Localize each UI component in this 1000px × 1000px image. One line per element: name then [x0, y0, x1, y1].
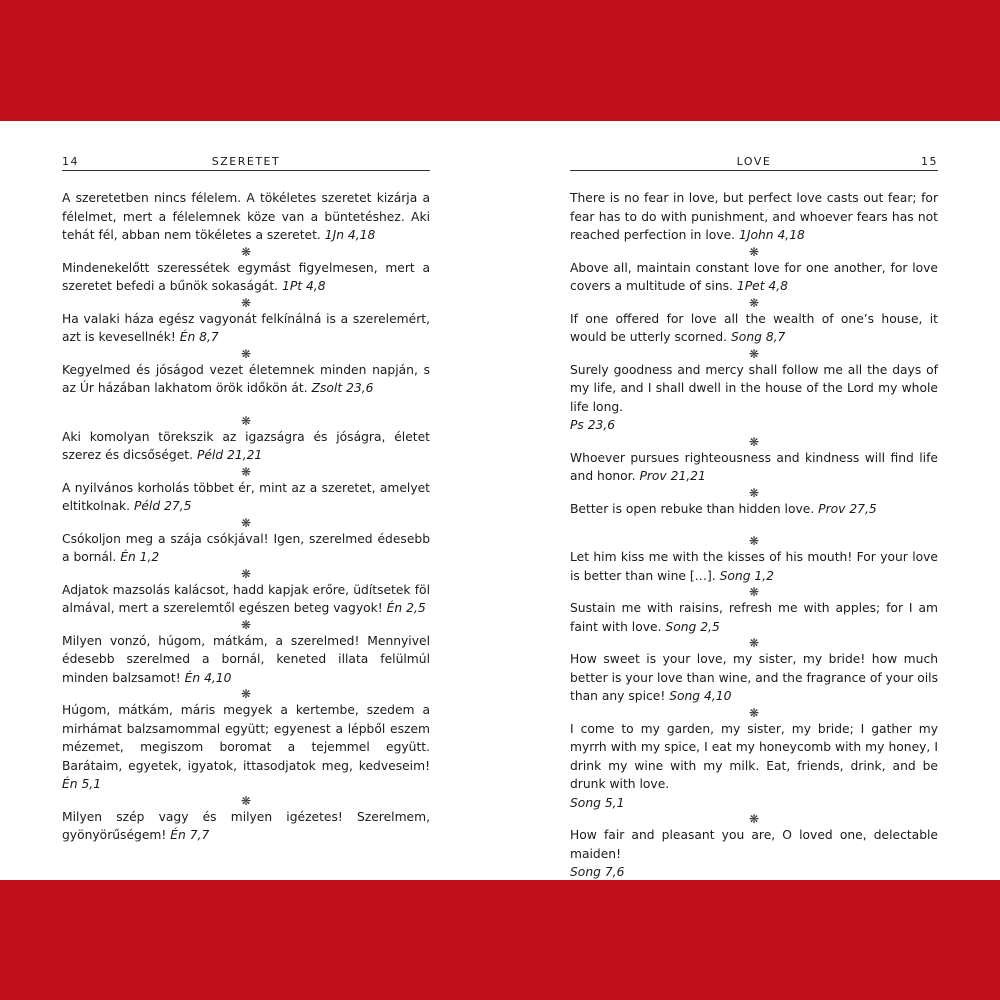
left-running-head	[62, 150, 430, 171]
separator-ornament: ❋	[748, 485, 760, 500]
verse-reference: Prov 27,5	[818, 501, 877, 516]
verse: Let him kiss me with the kisses of his mouth! For your love is better than wine […]. Song 1,2	[570, 550, 938, 583]
running-title-left: SZERETET	[211, 155, 281, 168]
separator-ornament: ❋	[748, 346, 760, 361]
verse-reference: Song 7,6	[570, 865, 625, 879]
verse: Sustain me with raisins, refresh me with apples; for I am faint with love. Song 2,5	[570, 601, 938, 634]
right-running-head	[570, 150, 938, 171]
verse-reference: Péld 21,21	[196, 448, 263, 462]
verse-reference: Én 8,7	[179, 330, 219, 344]
verse-reference: Zsolt 23,6	[311, 381, 374, 395]
separator-ornament: ❋	[748, 534, 760, 548]
verse: Csókoljon meg a szája csókjával! Igen, szerelmed édesebb a bornál. Én 1,2	[62, 531, 430, 564]
verse-reference: Én 2,5	[386, 601, 426, 615]
verse: Whoever pursues righteousness and kindness will find life and honor. Prov 21,21	[570, 450, 938, 483]
verse: If one offered for love all the wealth of one’s house, it would be utterly scorned. Song 8,7	[570, 311, 938, 344]
left-entries	[62, 189, 430, 845]
separator-ornament: ❋	[748, 812, 760, 826]
verse-reference: 1John 4,18	[739, 228, 805, 242]
separator-ornament: ❋	[240, 244, 252, 259]
separator-ornament: ❋	[748, 295, 760, 310]
verse-reference: Song 5,1	[570, 795, 625, 810]
separator-ornament: ❋	[240, 346, 252, 361]
separator-ornament: ❋	[748, 244, 760, 259]
separator-ornament: ❋	[240, 617, 252, 632]
verse: Above all, maintain constant love for one another, for love covers a multitude of sins. 1Pet 4,8	[570, 260, 938, 293]
verse-reference: Én 5,1	[62, 777, 102, 791]
separator-ornament: ❋	[240, 566, 252, 581]
verse: Húgom, mátkám, máris megyek a kertembe, szedem a mirhámat balzsamommal együtt; egyenest a lépből eszem mézemet, megiszom boromat a tejemmel együtt. Barátaim, egyetek, igyatok, ittasodjatok meg, kedveseim! Én 5,1	[62, 703, 430, 791]
verse-reference: Ps 23,6	[570, 418, 616, 432]
separator-ornament: ❋	[240, 687, 252, 701]
separator-ornament: ❋	[748, 705, 760, 720]
verse: How fair and pleasant you are, O loved one, delectable maiden! Song 7,6	[570, 828, 938, 879]
verse-reference: Song 4,10	[669, 689, 732, 703]
verse-reference: Péld 27,5	[133, 499, 192, 513]
running-title-right: LOVE	[736, 155, 772, 168]
verse-reference: Song 8,7	[730, 330, 786, 344]
separator-ornament: ❋	[240, 464, 252, 479]
verse-reference: Én 7,7	[170, 828, 210, 842]
left-page	[62, 150, 430, 845]
verse: Ha valaki háza egész vagyonát felkínálná is a szerelemért, azt is kevesellnék! Én 8,7	[62, 311, 430, 344]
verse: Surely goodness and mercy shall follow me all the days of my life, and I shall dwell in the house of the Lord my whole life long. Ps 23,6	[570, 362, 938, 432]
verse: Kegyelmed és jóságod vezet életemnek minden napján, s az Úr házában lakhatom örök időkön át. Zsolt 23,6	[62, 362, 430, 395]
separator-ornament: ❋	[240, 515, 252, 530]
separator-ornament: ❋	[748, 585, 760, 599]
separator-ornament: ❋	[748, 636, 760, 650]
verse: Better is open rebuke than hidden love. Prov 27,5	[570, 501, 877, 516]
verse-reference: 1Jn 4,18	[324, 228, 376, 242]
verse-reference: 1Pet 4,8	[736, 279, 788, 293]
right-entries	[570, 189, 938, 882]
verse: A szeretetben nincs félelem. A tökéletes szeretet kizárja a félelmet, mert a félelemnek köze van a büntetéshez. Aki tehát fél, abban nem tökéletes a szeretet. 1Jn 4,18	[62, 191, 430, 242]
separator-ornament: ❋	[240, 413, 252, 428]
verse-reference: Song 2,5	[665, 619, 720, 634]
verse-reference: 1Pt 4,8	[282, 279, 326, 293]
verse: Milyen vonzó, húgom, mátkám, a szerelmed! Mennyivel édesebb szerelmed a bornál, keneted illata felülmúl minden balzsamot! Én 4,10	[62, 633, 430, 685]
verse: Mindenekelőtt szeressétek egymást figyelmesen, mert a szeretet befedi a bűnök sokaságát. 1Pt 4,8	[62, 260, 430, 293]
top-red-band	[0, 0, 1000, 121]
verse: Aki komolyan törekszik az igazságra és jóságra, életet szerez és dicsőséget. Péld 21,21	[62, 429, 430, 462]
verse-reference: Én 4,10	[184, 670, 232, 685]
verse: There is no fear in love, but perfect love casts out fear; for fear has to do with punishment, and whoever fears has not reached perfection in love. 1John 4,18	[570, 191, 938, 242]
page-number-left: 14	[62, 155, 79, 168]
verse: Adjatok mazsolás kalácsot, hadd kapjak erőre, üdítsetek föl almával, mert a szerelemtől egészen beteg vagyok! Én 2,5	[62, 582, 430, 615]
verse: A nyilvános korholás többet ér, mint az a szeretet, amelyet eltitkolnak. Péld 27,5	[62, 480, 430, 513]
verse-reference: Prov 21,21	[639, 469, 706, 483]
verse: I come to my garden, my sister, my bride; I gather my myrrh with my spice, I eat my honeycomb with my honey, I drink my wine with my milk. Eat, friends, drink, and be drunk with love. Song 5,1	[570, 721, 938, 810]
separator-ornament: ❋	[240, 295, 252, 310]
verse-reference: Song 1,2	[719, 568, 774, 583]
bottom-red-band	[0, 880, 1000, 1000]
page-number-right: 15	[921, 155, 938, 168]
verse-reference: Én 1,2	[120, 550, 160, 564]
separator-ornament: ❋	[748, 434, 760, 449]
right-page	[570, 150, 938, 882]
separator-ornament: ❋	[240, 793, 252, 808]
verse: How sweet is your love, my sister, my bride! how much better is your love than wine, and the fragrance of your oils than any spice! Song 4,10	[570, 652, 938, 703]
verse: Milyen szép vagy és milyen igézetes! Szerelmem, gyönyörűségem! Én 7,7	[62, 809, 430, 842]
